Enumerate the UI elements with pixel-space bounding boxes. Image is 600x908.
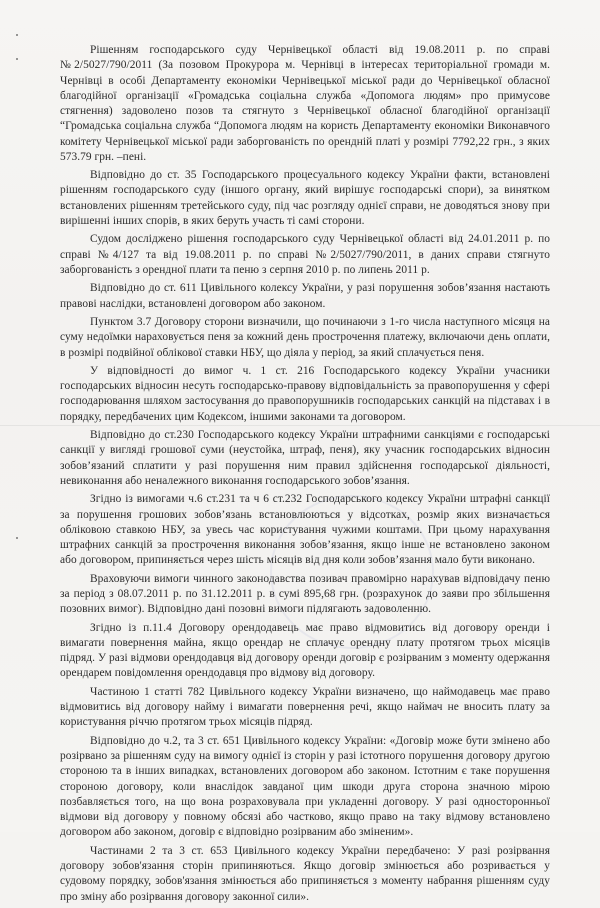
- scan-speck: [16, 34, 18, 36]
- document-body: [60, 43, 550, 908]
- scan-speck: [16, 58, 18, 60]
- paragraph-article-651: Відповідно до ч.2, та 3 ст. 651 Цивільного кодексу України: «Договір може бути змінено або розірвано за рішенням суду на вимогу однієї із сторін у разі істотного порушення договору другою стороною та в інших випадках, встановлених договором або законом. Істотним є таке порушення стороною договору, коли внаслідок завданої цим шкоди друга сторона значною мірою позбавляється того, на що вона розраховувала при укладенні договору. У разі односторонньої відмови від договору у повному обсязі або частково, якщо право на таку відмову встановлено договором або законом, договір є відповідно розірваним або зміненим».: [60, 734, 550, 839]
- paragraph-articles-231-232: Згідно із вимогами ч.6 ст.231 та ч 6 ст.232 Господарського кодексу України штрафні санкції за порушення грошових зобов’язань встановлюються у відсотках, розмір яких визначається обліковою ставкою НБУ, за увесь час користування чужими коштами. При цьому нарахування штрафних санкцій за прострочення виконання зобов’язання, якщо інше не встановлено законом або договором, припиняється через шість місяців від дня коли зобов’язання мало бути виконано.: [60, 493, 550, 567]
- paragraph-court-decision: Рішенням господарського суду Чернівецької області від 19.08.2011 р. по справі №2/5027/790/2011 (За позовом Прокурора м. Чернівці в інтересах територіальної громади м. Чернівці в особі Департаменту економіки Чернівецької міської ради до Чернівецької обласної благодійної організації «Громадська соціальна служба «Допомога людям» про примусове стягнення) задоволено позов та стягнуто з Чернівецької обласної благодійної організації “Громадська соціальна служба “Допомога людям на користь Департаменту економіки Виконавчого комітету Чернівецької міської ради заборгованість по орендній платі у розмірі 7792,22 грн., з яких 573.79 грн. –пені.: [60, 44, 550, 163]
- paragraph-court-examined: Судом досліджено рішення господарського суду Чернівецької області від 24.01.2011 р. по справі №4/127 та від 19.08.2011 р. по справі №2/5027/790/2011, в даних справи стягнуто заборгованість з орендної плати та пеню з серпня 2010 р. по липень 2011 р.: [60, 233, 550, 276]
- paragraph-article-782: Частиною 1 статті 782 Цивільного кодексу України визначено, що наймодавець має право відмовитись від договору найму і вимагати повернення речі, якщо наймач не вносить плату за користування річчю протягом трьох місяців підряд.: [60, 685, 550, 729]
- paragraph-penalty-calculation: Враховуючи вимоги чинного законодавства позивач правомірно нарахував відповідачу пеню за період з 08.07.2011 р. по 31.12.2011 р. в сумі 895,68 грн. (розрахунок до заяви про збільшення позовних вимог). Відповідно дані позовні вимоги підлягають задоволенню.: [60, 572, 550, 616]
- paragraph-article-653: Частинами 2 та 3 ст. 653 Цивільного кодексу України передбачено: У разі розірвання договору зобов'язання сторін припиняються. Якщо договір змінюється або розривається у судовому порядку, зобов'язання змінюється або припиняється з моменту набрання рішенням суду про зміну або розірвання договору законної сили».: [60, 844, 550, 903]
- paragraph-article-230: Відповідно до ст.230 Господарського кодексу України штрафними санкціями є господарські санкції у вигляді грошової суми (неустойка, штраф, пеня), яку учасник господарських відносин зобов’язаний сплатити у разі порушення ним правил здійснення господарської діяльності, невиконання або неналежного виконання господарського зобов’язання.: [60, 429, 550, 487]
- paragraph-article-35: Відповідно до ст. 35 Господарського процесуального кодексу України факти, встановлені рішенням господарського суду (іншого органу, який вирішує господарські спори), за винятком встановлених рішенням третейського суду, під час розгляду однієї справи, не доводяться знову при вирішенні інших спорів, в яких беруть участь ті самі сторони.: [60, 169, 550, 227]
- scan-speck: [16, 537, 18, 539]
- paragraph-clause-3-7: Пунктом 3.7 Договору сторони визначили, що починаючи з 1-го числа наступного місяця на суму недоїмки нараховується пеня за кожний день прострочення платежу, включаючи день оплати, в розмірі подвійної облікової ставки НБУ, що діяла у період, за який сплачується пеня.: [60, 316, 550, 359]
- paragraph-article-216: У відповідності до вимог ч. 1 ст. 216 Господарського кодексу України учасники господарських відносин несуть господарсько-правову відповідальність за правопорушення у сфері господарювання шляхом застосування до правопорушників господарських санкцій на підставах і в порядку, передбачених цим Кодексом, іншими законами та договором.: [60, 364, 550, 423]
- paragraph-article-611: Відповідно до ст. 611 Цивільного колексу України, у разі порушення зобов’язання настають правові наслідки, встановлені договором або законом.: [60, 282, 550, 310]
- paragraph-clause-11-4: Згідно із п.11.4 Договору орендодавець має право відмовитись від договору оренди і вимагати повернення майна, якщо орендар не сплачує орендну плату протягом трьох місяців підряд. У разі відмови орендодавця від договору оренди договір є розірваним з моменту одержання орендарем повідомлення орендодавця про відмову від договору.: [60, 621, 550, 680]
